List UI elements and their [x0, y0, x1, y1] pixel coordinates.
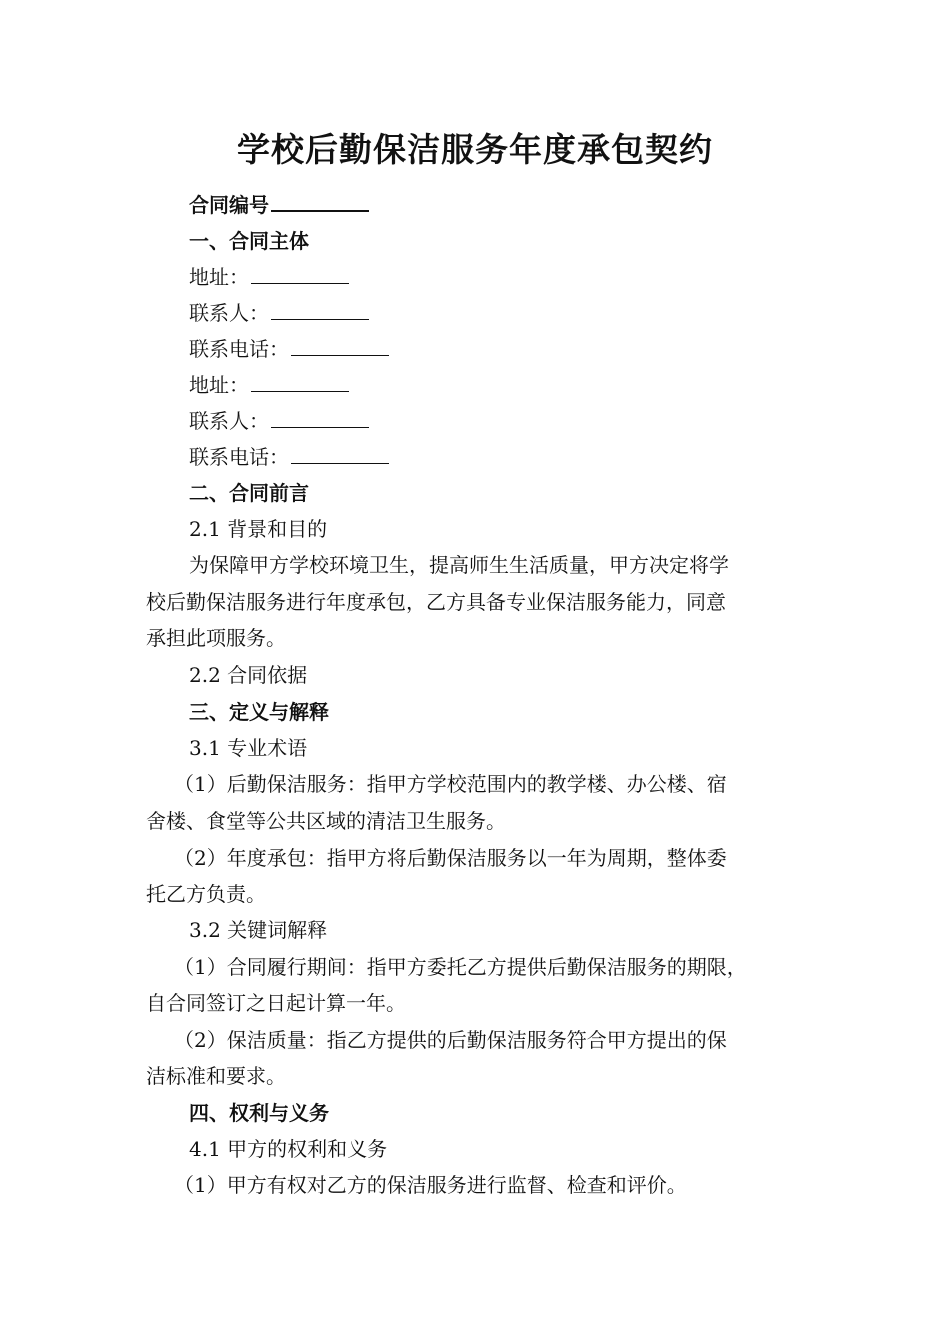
- clause-3-2-item-line: 洁标准和要求。: [146, 1064, 286, 1088]
- clause-2-1-body-line: 校后勤保洁服务进行年度承包，乙方具备专业保洁服务能力，同意: [146, 590, 726, 614]
- phone-label: 联系电话：: [189, 337, 289, 361]
- address-blank[interactable]: [251, 282, 349, 284]
- clause-2-2-heading: 2.2 合同依据: [189, 663, 308, 687]
- party-a-phone-line: [146, 331, 859, 367]
- party-b-phone-line: [146, 439, 859, 475]
- address-blank[interactable]: [251, 390, 349, 392]
- phone-blank[interactable]: [291, 354, 389, 356]
- clause-2-1-body-line: 承担此项服务。: [146, 626, 286, 650]
- address-label: 地址：: [189, 373, 249, 397]
- clause-2-1-heading: 2.1 背景和目的: [189, 517, 328, 541]
- clause-3-2-item-line: （1）合同履行期间：指甲方委托乙方提供后勤保洁服务的期限，: [174, 955, 747, 979]
- clause-3-1-item-line: （2）年度承包：指甲方将后勤保洁服务以一年为周期，整体委: [174, 846, 727, 870]
- clause-4-1-heading: 4.1 甲方的权利和义务: [189, 1137, 388, 1161]
- section-heading-3: 三、定义与解释: [189, 700, 329, 724]
- clause-3-2-heading: 3.2 关键词解释: [189, 918, 328, 942]
- clause-3-1-heading: 3.1 专业术语: [189, 736, 308, 760]
- section-heading-4: 四、权利与义务: [189, 1101, 329, 1125]
- contract-number-line: [146, 187, 859, 223]
- clause-3-1-item-line: 舍楼、食堂等公共区域的清洁卫生服务。: [146, 809, 506, 833]
- contact-label: 联系人：: [189, 409, 269, 433]
- clause-3-2-item-line: 自合同签订之日起计算一年。: [146, 991, 406, 1015]
- contact-label: 联系人：: [189, 301, 269, 325]
- clause-3-1-item-line: （1）后勤保洁服务：指甲方学校范围内的教学楼、办公楼、宿: [174, 772, 727, 796]
- clause-3-2-item-line: （2）保洁质量：指乙方提供的后勤保洁服务符合甲方提出的保: [174, 1028, 727, 1052]
- phone-label: 联系电话：: [189, 445, 289, 469]
- section-heading-1: 一、合同主体: [189, 229, 309, 253]
- clause-4-1-item-line: （1）甲方有权对乙方的保洁服务进行监督、检查和评价。: [174, 1173, 687, 1197]
- clause-2-1-body-line: 为保障甲方学校环境卫生，提高师生生活质量，甲方决定将学: [189, 553, 729, 577]
- document-title: 学校后勤保洁服务年度承包契约: [237, 130, 713, 169]
- clause-3-1-item-line: 托乙方负责。: [146, 882, 266, 906]
- section-heading-2: 二、合同前言: [189, 481, 309, 505]
- contact-blank[interactable]: [271, 426, 369, 428]
- phone-blank[interactable]: [291, 462, 389, 464]
- party-a-contact-line: [146, 295, 859, 331]
- party-b-address-line: [146, 367, 859, 403]
- party-a-address-line: [146, 259, 859, 295]
- contract-number-label: 合同编号: [189, 193, 269, 217]
- address-label: 地址：: [189, 265, 249, 289]
- contact-blank[interactable]: [271, 318, 369, 320]
- party-b-contact-line: [146, 403, 859, 439]
- contract-number-blank[interactable]: [271, 209, 369, 212]
